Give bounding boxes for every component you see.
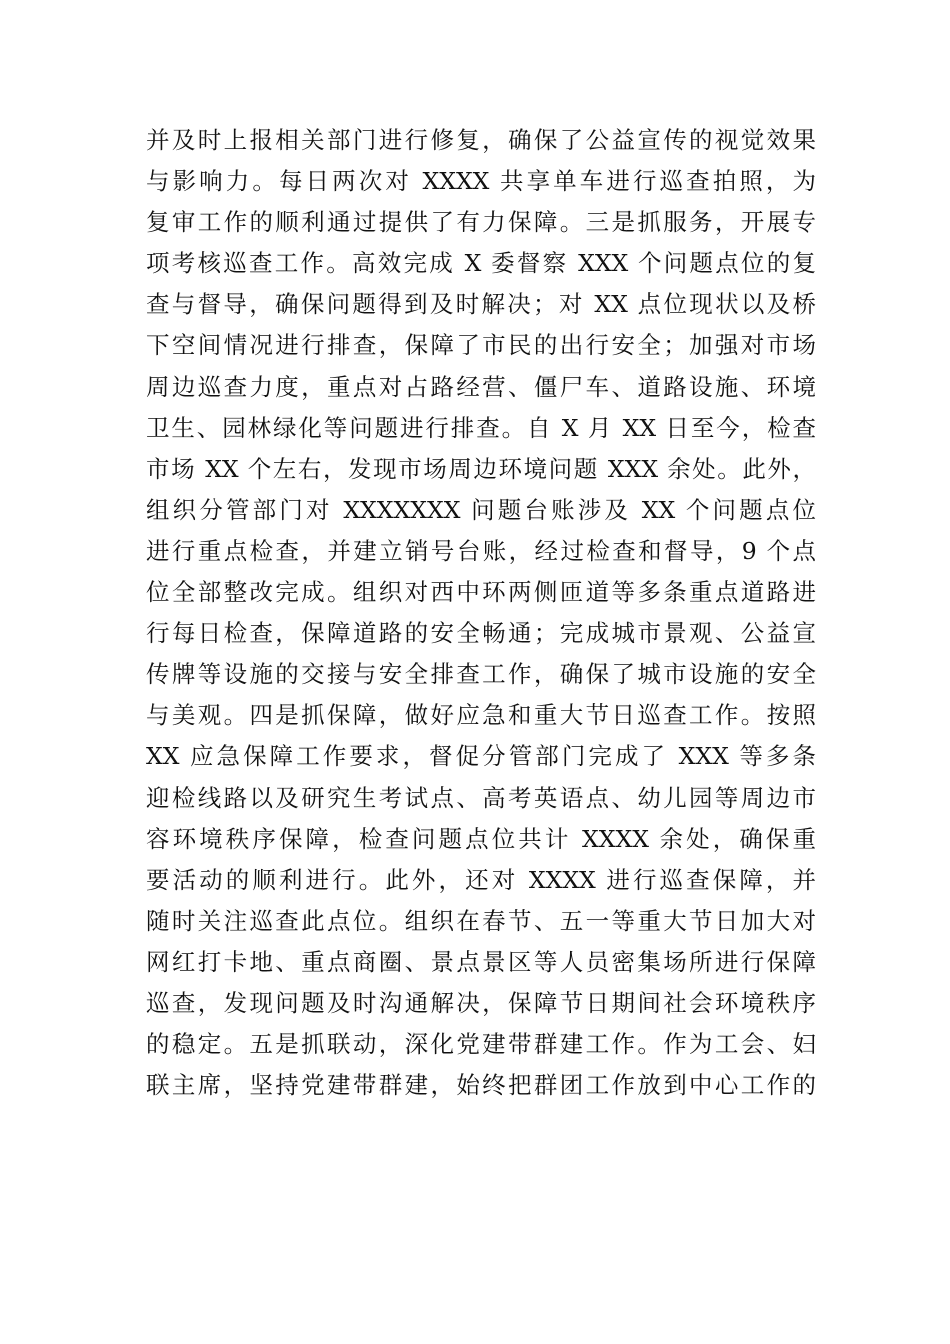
- paragraph-line: 位全部整改完成。组织对西中环两侧匝道等多条重点道路进: [146, 578, 816, 607]
- paragraph-line: 市场 XX 个左右，发现市场周边环境问题 XXX 余处。此外，: [146, 454, 816, 483]
- paragraph-line: 并及时上报相关部门进行修复，确保了公益宣传的视觉效果: [146, 126, 816, 154]
- paragraph-line: 容环境秩序保障，检查问题点位共计 XXXX 余处，确保重: [146, 824, 816, 853]
- paragraph-line: 项考核巡查工作。高效完成 X 委督察 XXX 个问题点位的复: [146, 249, 816, 278]
- paragraph-line: XX 应急保障工作要求，督促分管部门完成了 XXX 等多条: [146, 742, 816, 771]
- paragraph-line: 与影响力。每日两次对 XXXX 共享单车进行巡查拍照，为: [146, 167, 816, 196]
- paragraph-line: 巡查，发现问题及时沟通解决，保障节日期间社会环境秩序: [146, 988, 816, 1017]
- paragraph-line: 卫生、园林绿化等问题进行排查。自 X 月 XX 日至今，检查: [146, 413, 816, 442]
- paragraph-line: 的稳定。五是抓联动，深化党建带群建工作。作为工会、妇: [146, 1030, 816, 1059]
- paragraph-line: 随时关注巡查此点位。组织在春节、五一等重大节日加大对: [146, 906, 816, 935]
- paragraph-line: 网红打卡地、重点商圈、景点景区等人员密集场所进行保障: [146, 947, 816, 976]
- paragraph-line: 进行重点检查，并建立销号台账，经过检查和督导，9 个点: [146, 536, 816, 565]
- paragraph-line: 传牌等设施的交接与安全排查工作，确保了城市设施的安全: [146, 660, 816, 689]
- paragraph-line: 要活动的顺利进行。此外，还对 XXXX 进行巡查保障，并: [146, 865, 816, 894]
- paragraph-line: 行每日检查，保障道路的安全畅通；完成城市景观、公益宣: [146, 619, 816, 648]
- paragraph-line: 与美观。四是抓保障，做好应急和重大节日巡查工作。按照: [146, 701, 816, 730]
- paragraph-line: 下空间情况进行排查，保障了市民的出行安全；加强对市场: [146, 331, 816, 360]
- paragraph-line: 迎检线路以及研究生考试点、高考英语点、幼儿园等周边市: [146, 783, 816, 812]
- body-paragraph: [146, 120, 816, 1106]
- paragraph-line: 复审工作的顺利通过提供了有力保障。三是抓服务，开展专: [146, 208, 816, 237]
- paragraph-line: 组织分管部门对 XXXXXXX 问题台账涉及 XX 个问题点位: [146, 495, 816, 524]
- paragraph-line: 查与督导，确保问题得到及时解决；对 XX 点位现状以及桥: [146, 290, 816, 319]
- paragraph-line: 联主席，坚持党建带群建，始终把群团工作放到中心工作的: [146, 1071, 816, 1100]
- paragraph-line: 周边巡查力度，重点对占路经营、僵尸车、道路设施、环境: [146, 372, 816, 401]
